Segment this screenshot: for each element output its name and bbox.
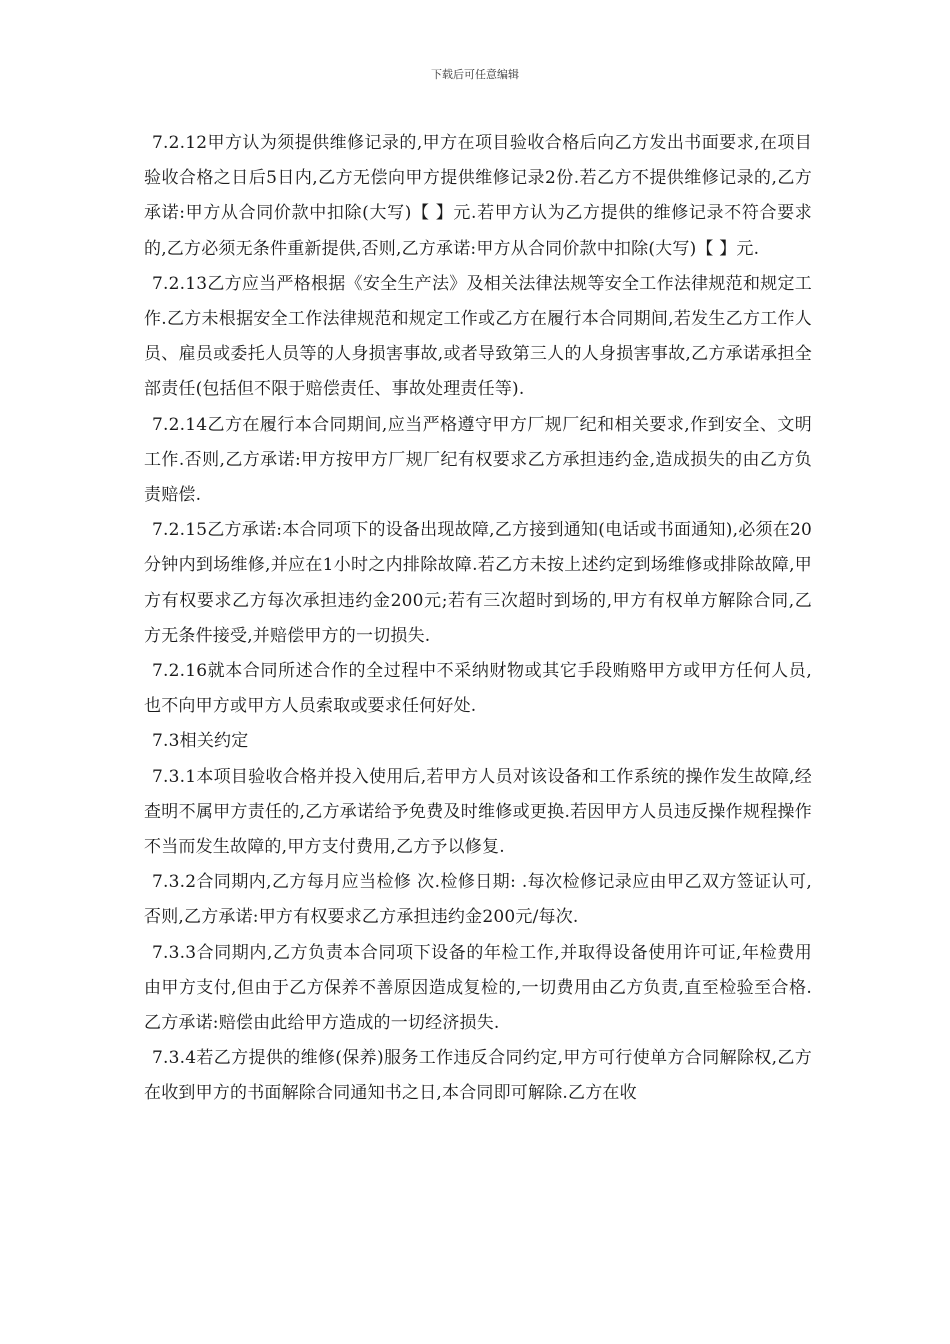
clause-7-3-4: 7.3.4若乙方提供的维修(保养)服务工作违反合同约定,甲方可行使单方合同解除权,乙方在收到甲方的书面解除合同通知书之日,本合同即可解除.乙方在收 bbox=[144, 1048, 812, 1104]
clause-7-2-16: 7.2.16就本合同所述合作的全过程中不采纳财物或其它手段贿赂甲方或甲方任何人员,也不向甲方或甲方人员索取或要求任何好处. bbox=[144, 661, 812, 717]
document-body bbox=[144, 126, 812, 1112]
clause-7-3-2: 7.3.2合同期内,乙方每月应当检修 次.检修日期: .每次检修记录应由甲乙双方签证认可,否则,乙方承诺:甲方有权要求乙方承担违约金200元/每次. bbox=[144, 872, 812, 928]
clause-7-3-1: 7.3.1本项目验收合格并投入使用后,若甲方人员对该设备和工作系统的操作发生故障,经查明不属甲方责任的,乙方承诺给予免费及时维修或更换.若因甲方人员违反操作规程操作不当而发生故障的,甲方支付费用,乙方予以修复. bbox=[144, 766, 812, 858]
section-heading-7-3: 7.3相关约定 bbox=[152, 731, 249, 752]
clause-7-2-15: 7.2.15乙方承诺:本合同项下的设备出现故障,乙方接到通知(电话或书面通知),必须在20分钟内到场维修,并应在1小时之内排除故障.若乙方未按上述约定到场维修或排除故障,甲方有权要求乙方每次承担违约金200元;若有三次超时到场的,甲方有权单方解除合同,乙方无条件接受,并赔偿甲方的一切损失. bbox=[144, 520, 812, 646]
clause-7-2-12: 7.2.12甲方认为须提供维修记录的,甲方在项目验收合格后向乙方发出书面要求,在项目验收合格之日后5日内,乙方无偿向甲方提供维修记录2份.若乙方不提供维修记录的,乙方承诺:甲方从合同价款中扣除(大写)【 】元.若甲方认为乙方提供的维修记录不符合要求的,乙方必须无条件重新提供,否则,乙方承诺:甲方从合同价款中扣除(大写)【 】元. bbox=[144, 133, 812, 259]
page-header: 下载后可任意编辑 bbox=[431, 68, 519, 81]
clause-7-2-14: 7.2.14乙方在履行本合同期间,应当严格遵守甲方厂规厂纪和相关要求,作到安全、文明工作.否则,乙方承诺:甲方按甲方厂规厂纪有权要求乙方承担违约金,造成损失的由乙方负责赔偿. bbox=[144, 414, 812, 506]
clause-7-2-13: 7.2.13乙方应当严格根据《安全生产法》及相关法律法规等安全工作法律规范和规定工作.乙方未根据安全工作法律规范和规定工作或乙方在履行本合同期间,若发生乙方工作人员、雇员或委托人员等的人身损害事故,或者导致第三人的人身损害事故,乙方承诺承担全部责任(包括但不限于赔偿责任、事故处理责任等). bbox=[144, 273, 812, 400]
clause-7-3-3: 7.3.3合同期内,乙方负责本合同项下设备的年检工作,并取得设备使用许可证,年检费用由甲方支付,但由于乙方保养不善原因造成复检的,一切费用由乙方负责,直至检验至合格.乙方承诺:赔偿由此给甲方造成的一切经济损失. bbox=[144, 942, 812, 1034]
